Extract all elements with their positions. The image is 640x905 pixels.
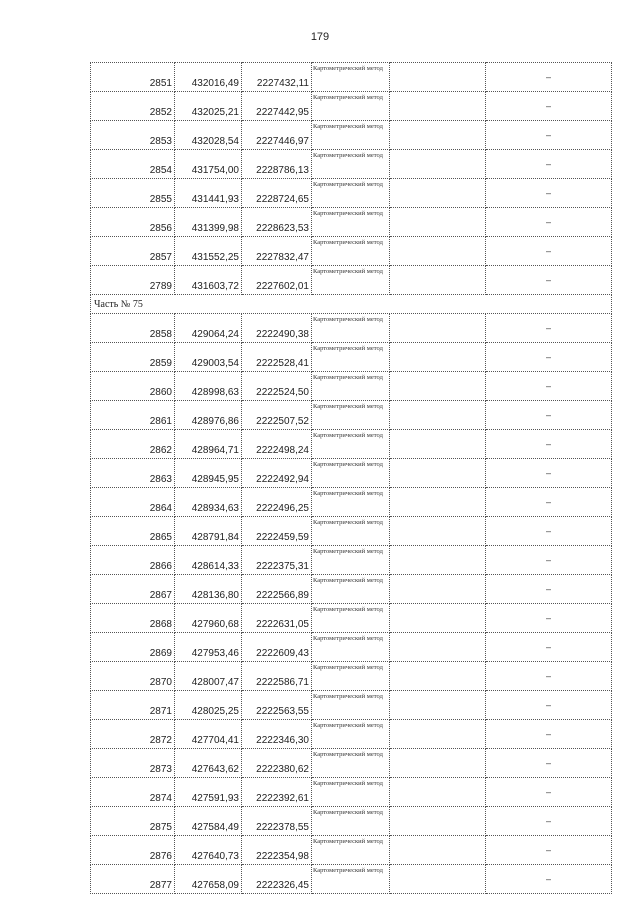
empty-cell (390, 720, 486, 749)
empty-cell (390, 546, 486, 575)
dash-cell: – (486, 401, 612, 430)
dash-cell: – (486, 179, 612, 208)
empty-cell (390, 662, 486, 691)
table-row (91, 749, 612, 778)
y-coordinate-cell: 2222380,62 (242, 749, 312, 778)
x-coordinate-cell: 431754,00 (175, 150, 242, 179)
table-row (91, 691, 612, 720)
x-coordinate-cell: 431603,72 (175, 266, 242, 295)
table-row (91, 633, 612, 662)
y-coordinate-cell: 2222378,55 (242, 807, 312, 836)
dash-cell: – (486, 517, 612, 546)
x-coordinate-cell: 432028,54 (175, 121, 242, 150)
part-label: Часть № 75 (91, 295, 612, 314)
dash-cell: – (486, 575, 612, 604)
empty-cell (390, 575, 486, 604)
table-row (91, 604, 612, 633)
method-cell: Картометрический метод (312, 401, 390, 430)
point-id-cell: 2853 (91, 121, 175, 150)
table-row (91, 488, 612, 517)
method-cell: Картометрический метод (312, 237, 390, 266)
table-row (91, 430, 612, 459)
method-cell: Картометрический метод (312, 691, 390, 720)
table-row (91, 807, 612, 836)
x-coordinate-cell: 428791,84 (175, 517, 242, 546)
dash-cell: – (486, 691, 612, 720)
dash-cell: – (486, 546, 612, 575)
dash-cell: – (486, 749, 612, 778)
y-coordinate-cell: 2222346,30 (242, 720, 312, 749)
empty-cell (390, 865, 486, 894)
x-coordinate-cell: 428007,47 (175, 662, 242, 691)
method-cell: Картометрический метод (312, 372, 390, 401)
y-coordinate-cell: 2228623,53 (242, 208, 312, 237)
empty-cell (390, 121, 486, 150)
table-row (91, 662, 612, 691)
x-coordinate-cell: 431441,93 (175, 179, 242, 208)
method-cell: Картометрический метод (312, 150, 390, 179)
x-coordinate-cell: 427591,93 (175, 778, 242, 807)
method-cell: Картометрический метод (312, 208, 390, 237)
point-id-cell: 2873 (91, 749, 175, 778)
method-cell: Картометрический метод (312, 430, 390, 459)
table-row (91, 720, 612, 749)
x-coordinate-cell: 427953,46 (175, 633, 242, 662)
table-row (91, 63, 612, 92)
dash-cell: – (486, 237, 612, 266)
empty-cell (390, 488, 486, 517)
y-coordinate-cell: 2222609,43 (242, 633, 312, 662)
x-coordinate-cell: 428998,63 (175, 372, 242, 401)
point-id-cell: 2864 (91, 488, 175, 517)
method-cell: Картометрический метод (312, 807, 390, 836)
table-row (91, 179, 612, 208)
point-id-cell: 2859 (91, 343, 175, 372)
method-cell: Картометрический метод (312, 720, 390, 749)
x-coordinate-cell: 429064,24 (175, 314, 242, 343)
method-cell: Картометрический метод (312, 662, 390, 691)
y-coordinate-cell: 2222496,25 (242, 488, 312, 517)
table-row (91, 459, 612, 488)
x-coordinate-cell: 429003,54 (175, 343, 242, 372)
dash-cell: – (486, 92, 612, 121)
empty-cell (390, 459, 486, 488)
dash-cell: – (486, 150, 612, 179)
y-coordinate-cell: 2222492,94 (242, 459, 312, 488)
x-coordinate-cell: 427658,09 (175, 865, 242, 894)
method-cell: Картометрический метод (312, 546, 390, 575)
x-coordinate-cell: 431552,25 (175, 237, 242, 266)
table-row (91, 121, 612, 150)
dash-cell: – (486, 208, 612, 237)
point-id-cell: 2877 (91, 865, 175, 894)
method-cell: Картометрический метод (312, 488, 390, 517)
coordinates-table-body (91, 63, 612, 894)
method-cell: Картометрический метод (312, 179, 390, 208)
x-coordinate-cell: 427640,73 (175, 836, 242, 865)
point-id-cell: 2871 (91, 691, 175, 720)
part-header-row (91, 295, 612, 314)
dash-cell: – (486, 778, 612, 807)
empty-cell (390, 836, 486, 865)
point-id-cell: 2872 (91, 720, 175, 749)
point-id-cell: 2865 (91, 517, 175, 546)
point-id-cell: 2857 (91, 237, 175, 266)
point-id-cell: 2851 (91, 63, 175, 92)
dash-cell: – (486, 865, 612, 894)
y-coordinate-cell: 2222498,24 (242, 430, 312, 459)
y-coordinate-cell: 2222528,41 (242, 343, 312, 372)
x-coordinate-cell: 428614,33 (175, 546, 242, 575)
y-coordinate-cell: 2222566,89 (242, 575, 312, 604)
point-id-cell: 2876 (91, 836, 175, 865)
x-coordinate-cell: 428136,80 (175, 575, 242, 604)
method-cell: Картометрический метод (312, 865, 390, 894)
x-coordinate-cell: 427704,41 (175, 720, 242, 749)
empty-cell (390, 343, 486, 372)
table-row (91, 208, 612, 237)
y-coordinate-cell: 2227442,95 (242, 92, 312, 121)
x-coordinate-cell: 432016,49 (175, 63, 242, 92)
dash-cell: – (486, 488, 612, 517)
y-coordinate-cell: 2222586,71 (242, 662, 312, 691)
empty-cell (390, 401, 486, 430)
table-row (91, 343, 612, 372)
point-id-cell: 2863 (91, 459, 175, 488)
empty-cell (390, 604, 486, 633)
x-coordinate-cell: 428025,25 (175, 691, 242, 720)
dash-cell: – (486, 266, 612, 295)
method-cell: Картометрический метод (312, 63, 390, 92)
dash-cell: – (486, 121, 612, 150)
empty-cell (390, 179, 486, 208)
point-id-cell: 2868 (91, 604, 175, 633)
empty-cell (390, 237, 486, 266)
table-row (91, 546, 612, 575)
empty-cell (390, 92, 486, 121)
dash-cell: – (486, 430, 612, 459)
table-row (91, 314, 612, 343)
empty-cell (390, 807, 486, 836)
y-coordinate-cell: 2227432,11 (242, 63, 312, 92)
dash-cell: – (486, 63, 612, 92)
x-coordinate-cell: 427643,62 (175, 749, 242, 778)
dash-cell: – (486, 807, 612, 836)
method-cell: Картометрический метод (312, 517, 390, 546)
dash-cell: – (486, 459, 612, 488)
method-cell: Картометрический метод (312, 266, 390, 295)
y-coordinate-cell: 2222563,55 (242, 691, 312, 720)
dash-cell: – (486, 836, 612, 865)
point-id-cell: 2869 (91, 633, 175, 662)
y-coordinate-cell: 2222631,05 (242, 604, 312, 633)
point-id-cell: 2852 (91, 92, 175, 121)
table-row (91, 401, 612, 430)
empty-cell (390, 63, 486, 92)
empty-cell (390, 749, 486, 778)
dash-cell: – (486, 662, 612, 691)
x-coordinate-cell: 432025,21 (175, 92, 242, 121)
y-coordinate-cell: 2227832,47 (242, 237, 312, 266)
page-number: 179 (310, 31, 330, 43)
empty-cell (390, 266, 486, 295)
method-cell: Картометрический метод (312, 749, 390, 778)
empty-cell (390, 430, 486, 459)
method-cell: Картометрический метод (312, 314, 390, 343)
table-row (91, 92, 612, 121)
point-id-cell: 2789 (91, 266, 175, 295)
method-cell: Картометрический метод (312, 459, 390, 488)
y-coordinate-cell: 2222459,59 (242, 517, 312, 546)
table-row (91, 517, 612, 546)
dash-cell: – (486, 720, 612, 749)
y-coordinate-cell: 2222375,31 (242, 546, 312, 575)
y-coordinate-cell: 2222326,45 (242, 865, 312, 894)
y-coordinate-cell: 2222354,98 (242, 836, 312, 865)
point-id-cell: 2862 (91, 430, 175, 459)
point-id-cell: 2856 (91, 208, 175, 237)
table-row (91, 865, 612, 894)
point-id-cell: 2874 (91, 778, 175, 807)
dash-cell: – (486, 314, 612, 343)
y-coordinate-cell: 2227602,01 (242, 266, 312, 295)
method-cell: Картометрический метод (312, 836, 390, 865)
x-coordinate-cell: 428976,86 (175, 401, 242, 430)
table-row (91, 237, 612, 266)
method-cell: Картометрический метод (312, 121, 390, 150)
x-coordinate-cell: 428934,63 (175, 488, 242, 517)
dash-cell: – (486, 604, 612, 633)
empty-cell (390, 517, 486, 546)
method-cell: Картометрический метод (312, 575, 390, 604)
point-id-cell: 2870 (91, 662, 175, 691)
x-coordinate-cell: 428945,95 (175, 459, 242, 488)
empty-cell (390, 372, 486, 401)
point-id-cell: 2860 (91, 372, 175, 401)
table-row (91, 266, 612, 295)
y-coordinate-cell: 2222490,38 (242, 314, 312, 343)
table-row (91, 372, 612, 401)
point-id-cell: 2854 (91, 150, 175, 179)
coordinates-table (90, 62, 612, 894)
table-row (91, 836, 612, 865)
method-cell: Картометрический метод (312, 343, 390, 372)
x-coordinate-cell: 428964,71 (175, 430, 242, 459)
point-id-cell: 2866 (91, 546, 175, 575)
y-coordinate-cell: 2228786,13 (242, 150, 312, 179)
point-id-cell: 2875 (91, 807, 175, 836)
empty-cell (390, 633, 486, 662)
empty-cell (390, 314, 486, 343)
y-coordinate-cell: 2222524,50 (242, 372, 312, 401)
y-coordinate-cell: 2222392,61 (242, 778, 312, 807)
table-row (91, 150, 612, 179)
x-coordinate-cell: 431399,98 (175, 208, 242, 237)
point-id-cell: 2855 (91, 179, 175, 208)
point-id-cell: 2861 (91, 401, 175, 430)
dash-cell: – (486, 343, 612, 372)
y-coordinate-cell: 2222507,52 (242, 401, 312, 430)
y-coordinate-cell: 2227446,97 (242, 121, 312, 150)
empty-cell (390, 778, 486, 807)
method-cell: Картометрический метод (312, 778, 390, 807)
table-row (91, 575, 612, 604)
y-coordinate-cell: 2228724,65 (242, 179, 312, 208)
table-row (91, 778, 612, 807)
empty-cell (390, 691, 486, 720)
method-cell: Картометрический метод (312, 92, 390, 121)
point-id-cell: 2858 (91, 314, 175, 343)
dash-cell: – (486, 633, 612, 662)
empty-cell (390, 208, 486, 237)
method-cell: Картометрический метод (312, 633, 390, 662)
x-coordinate-cell: 427960,68 (175, 604, 242, 633)
point-id-cell: 2867 (91, 575, 175, 604)
method-cell: Картометрический метод (312, 604, 390, 633)
x-coordinate-cell: 427584,49 (175, 807, 242, 836)
dash-cell: – (486, 372, 612, 401)
empty-cell (390, 150, 486, 179)
